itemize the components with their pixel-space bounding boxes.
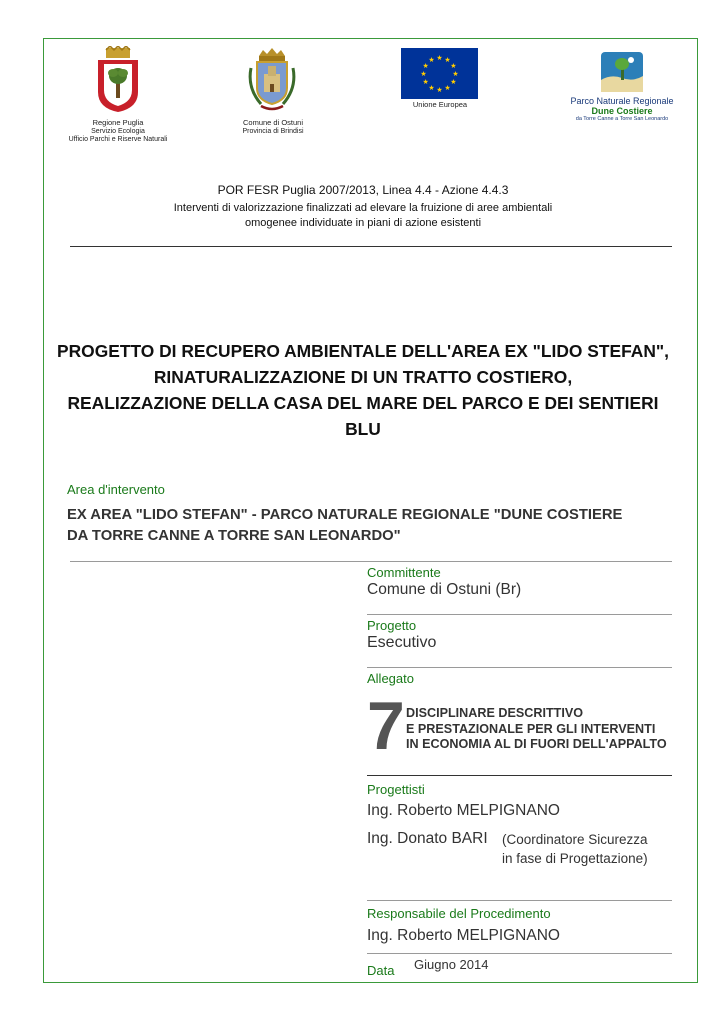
comune-ostuni-logo [247, 48, 297, 114]
eu-star-icon: ★ [428, 84, 435, 92]
progettista-2-note1: (Coordinatore Sicurezza [502, 832, 648, 847]
comune-name: Comune di Ostuni [242, 118, 304, 127]
allegato-line2: E PRESTAZIONALE PER GLI INTERVENTI [406, 721, 656, 736]
comune-ostuni-caption [222, 119, 324, 136]
allegato-divider [367, 775, 672, 776]
eu-flag-logo [401, 48, 478, 99]
parco-logo [601, 52, 643, 92]
title-line2: RINATURALIZZAZIONE DI UN TRATTO COSTIERO, [153, 367, 573, 387]
allegato-line1: DISCIPLINARE DESCRITTIVO [406, 706, 584, 720]
responsabile-divider [367, 953, 672, 954]
title-line3: REALIZZAZIONE DELLA CASA DEL MARE DEL PARCO E DEI SENTIERI BLU [67, 393, 659, 439]
header-line3: omogenee individuate in piani di azione esistenti [244, 217, 482, 229]
regione-line2: Servizio Ecologia [91, 127, 145, 135]
progettisti-divider [367, 900, 672, 901]
page-title [50, 338, 676, 442]
parco-line2: Dune Costiere [591, 106, 653, 116]
eu-star-icon: ★ [436, 55, 443, 62]
regione-puglia-logo [92, 46, 144, 114]
area-label: Area d'intervento [67, 482, 165, 497]
eu-name: Unione Europea [412, 100, 468, 109]
eu-star-icon: ★ [444, 57, 451, 65]
eu-star-icon: ★ [450, 63, 457, 70]
eu-star-icon: ★ [420, 71, 427, 78]
progettista-1: Ing. Roberto MELPIGNANO [367, 802, 560, 819]
committente-divider [367, 614, 672, 615]
header-line1: POR FESR Puglia 2007/2013, Linea 4.4 - Azione 4.4.3 [217, 183, 509, 197]
regione-puglia-caption [55, 119, 181, 145]
parco-line1: Parco Naturale Regionale [570, 96, 674, 106]
progettista-2: Ing. Donato BARI [367, 830, 488, 847]
parco-caption [558, 96, 686, 123]
eu-star-icon: ★ [452, 71, 459, 78]
eu-caption [390, 101, 490, 110]
parco-line3: da Torre Canne a Torre San Leonardo [575, 116, 669, 122]
regione-line3: Ufficio Parchi e Riserve Naturali [68, 136, 168, 143]
committente-value: Comune di Ostuni (Br) [367, 581, 522, 598]
area-divider [70, 561, 672, 562]
data-label: Data [367, 963, 395, 978]
area-line2: DA TORRE CANNE A TORRE SAN LEONARDO" [67, 528, 401, 544]
progettista-2-note2: in fase di Progettazione) [502, 851, 648, 866]
comune-line2: Provincia di Brindisi [242, 127, 304, 135]
header-line2: Interventi di valorizzazione finalizzati ad elevare la fruizione di aree ambientali [173, 202, 553, 214]
progettisti-label: Progettisti [367, 782, 425, 797]
header-divider [70, 246, 672, 247]
eu-star-icon: ★ [450, 79, 457, 86]
eu-star-icon: ★ [436, 87, 443, 94]
title-line1: PROGETTO DI RECUPERO AMBIENTALE DELL'AREA EX "LIDO STEFAN", [57, 341, 669, 361]
eu-star-icon: ★ [444, 84, 451, 92]
committente-label: Committente [367, 565, 441, 580]
eu-star-icon: ★ [422, 63, 429, 70]
regione-name: Regione Puglia [92, 118, 144, 127]
progetto-value: Esecutivo [367, 634, 437, 651]
allegato-line3: IN ECONOMIA AL DI FUORI DELL'APPALTO [406, 737, 667, 751]
allegato-description [406, 706, 667, 753]
allegato-label: Allegato [367, 671, 414, 686]
eu-star-icon: ★ [428, 57, 435, 65]
allegato-number: 7 [367, 688, 405, 764]
area-line1: EX AREA "LIDO STEFAN" - PARCO NATURALE REGIONALE "DUNE COSTIERE [67, 507, 623, 523]
responsabile-value: Ing. Roberto MELPIGNANO [367, 927, 560, 944]
progetto-divider [367, 667, 672, 668]
data-value: Giugno 2014 [414, 957, 489, 972]
progetto-label: Progetto [367, 618, 417, 633]
area-value [67, 505, 667, 547]
eu-star-icon: ★ [422, 79, 429, 86]
responsabile-label: Responsabile del Procedimento [367, 906, 551, 921]
